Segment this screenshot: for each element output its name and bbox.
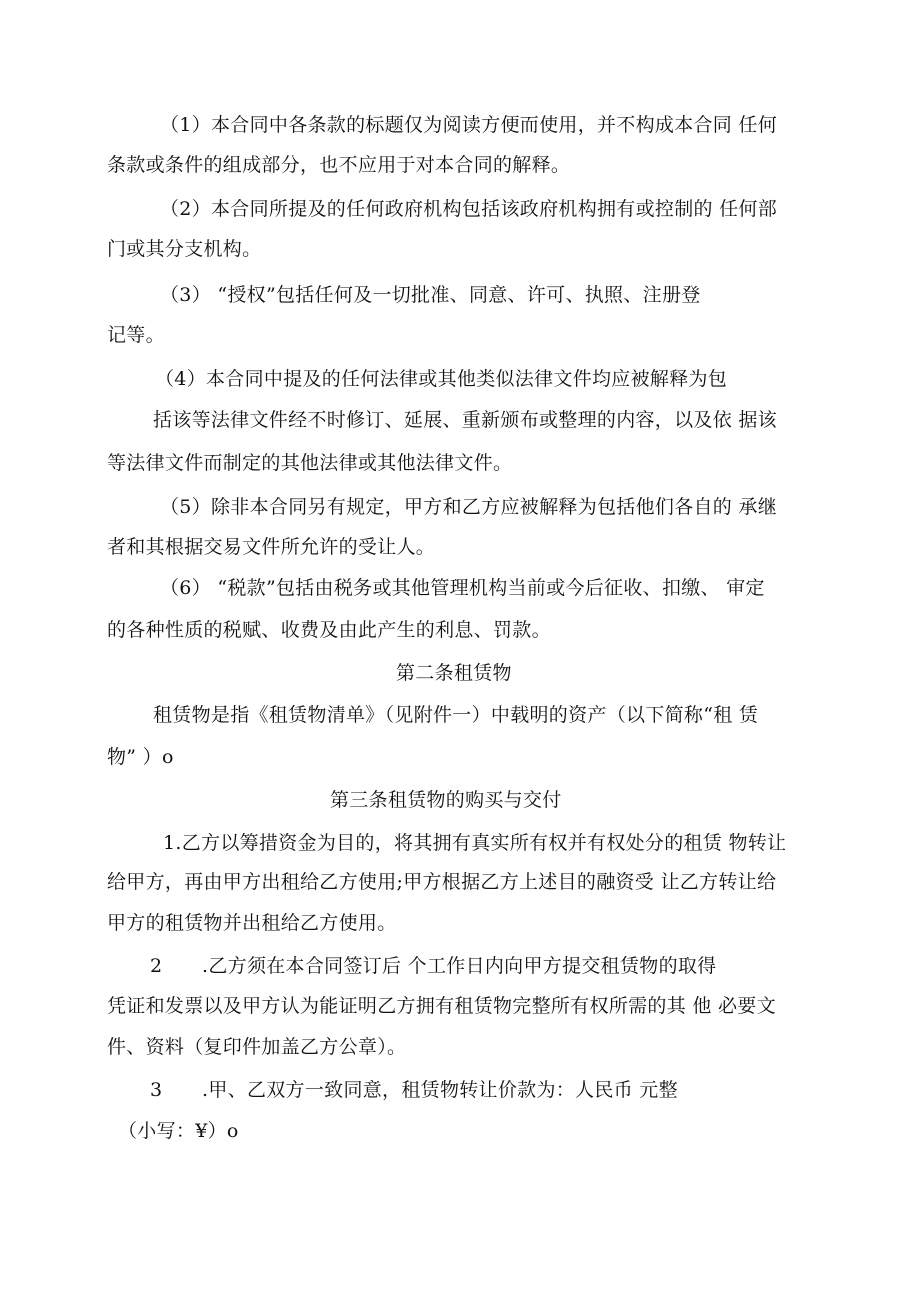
clause-3-line-2: 记等。 [107, 324, 165, 346]
article-3-item-1-line-1: 1.乙方以筹措资金为目的，将其拥有真实所有权并有权处分的租赁 物转让 [163, 832, 787, 854]
clause-6-line-2: 的各种性质的税赋、收费及由此产生的利息、罚款。 [107, 619, 551, 641]
article-3-item-1-line-3: 甲方的租赁物并出租给乙方使用。 [107, 912, 397, 934]
article-2-heading: 第二条租赁物 [396, 662, 512, 684]
article-3-item-2-number: 2 [150, 955, 163, 977]
clause-1-line-1: （1）本合同中各条款的标题仅为阅读方便而使用，并不构成本合同 任何 [160, 114, 778, 136]
article-2-para-line-2: 物” ）o [107, 746, 174, 768]
article-3-item-3-number: 3 [150, 1079, 163, 1101]
clause-6-line-1: （6） “税款”包括由税务或其他管理机构当前或今后征收、扣缴、 审定 [160, 577, 765, 599]
clause-3-line-1: （3） “授权”包括任何及一切批准、同意、许可、执照、注册登 [160, 284, 701, 306]
article-3-item-2-line-3: 件、资料（复印件加盖乙方公章）。 [107, 1036, 407, 1058]
article-3-item-3-line-2: （小写：¥）o [118, 1120, 239, 1142]
article-2-para-line-1: 租赁物是指《租赁物清单》（见附件一）中载明的资产（以下简称“租 赁 [153, 704, 759, 726]
clause-5-line-2: 者和其根据交易文件所允许的受让人。 [107, 536, 436, 558]
clause-2-line-2: 门或其分支机构。 [107, 238, 262, 260]
article-3-item-3-line-1: .甲、乙双方一致同意，租赁物转让价款为：人民币 元整 [202, 1079, 678, 1101]
article-3-item-2-line-1: .乙方须在本合同签订后 个工作日内向甲方提交租赁物的取得 [202, 955, 717, 977]
clause-4-line-3: 等法律文件而制定的其他法律或其他法律文件。 [107, 452, 513, 474]
article-3-item-1-line-2: 给甲方，再由甲方出租给乙方使用;甲方根据乙方上述目的融资受 让乙方转让给 [107, 871, 777, 893]
clause-4-line-2: 括该等法律文件经不时修订、延展、重新颁布或整理的内容，以及依 据该 [153, 409, 777, 431]
article-3-item-2-line-2: 凭证和发票以及甲方认为能证明乙方拥有租赁物完整所有权所需的其 他 必要文 [107, 995, 776, 1017]
article-3-heading: 第三条租赁物的购买与交付 [330, 789, 562, 811]
clause-1-line-2: 条款或条件的组成部分，也不应用于对本合同的解释。 [107, 154, 571, 176]
clause-2-line-1: （2）本合同所提及的任何政府机构包括该政府机构拥有或控制的 任何部 [160, 198, 778, 220]
clause-4-line-1: （4）本合同中提及的任何法律或其他类似法律文件均应被解释为包 [155, 368, 728, 390]
clause-5-line-1: （5）除非本合同另有规定，甲方和乙方应被解释为包括他们各自的 承继 [160, 496, 778, 518]
